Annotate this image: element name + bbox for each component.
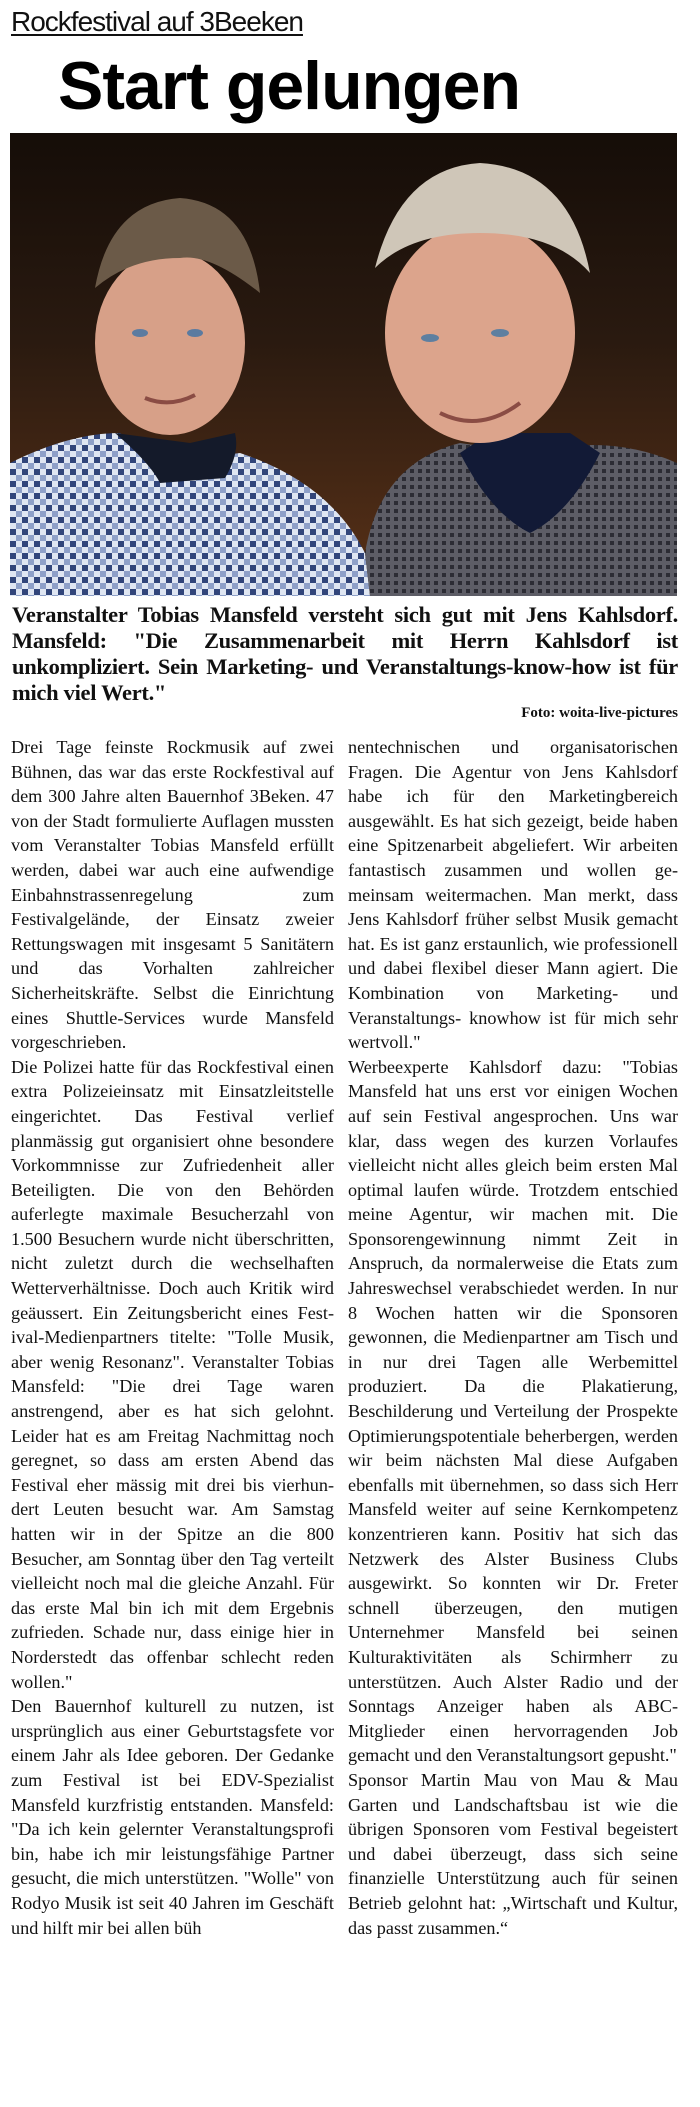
photo-two-men-illustration [10,133,677,596]
article-column-left [11,735,334,1940]
article-headline: Start gelungen [58,48,521,124]
article-paragraph: nentechnischen und organisatorischen Fragen. Die Agentur von Jens Kahlsdorf habe ich für den Marketingbereich ausgewählt. Es hat sich gezeigt, beide haben eine Spitzenarbeit abgeliefert. Wir arbeiten fantastisch zusammen und wollen gemeinsam weitermachen. Man merkt, dass Jens Kahlsdorf früher selbst Musik gemacht hat. Es ist ganz erstaunlich, wie professionell und dabei flexibel dieser Mann agiert. Die Kombination von Marketing- und Veranstaltungs- knowhow ist für mich sehr wertvoll." [348,737,678,1053]
article-column-right [348,735,678,1940]
article-paragraph: Die Polizei hatte für das Rockfestival einen extra Polizeieinsatz mit Einsatzleitstelle eingerichtet. Das Festival verlief planmässig gut organisiert ohne besondere Vorkommnisse zur Zufriedenheit aller Beteiligten. Die von den Behörden auferlegte maximale Besucherzahl von 1.500 Besuchern wurde nicht überschritten, nicht zuletzt durch die wechselhaften Wetterverhältnisse. Doch auch Kritik wird geäussert. Ein Zeitungsbericht eines Festival-Medienpartners titelte: "Tolle Musik, aber wenig Resonanz". Veranstalter Tobias Mansfeld: "Die drei Tage waren anstrengend, aber es hat sich gelohnt. Leider hat es am Freitag Nachmittag noch geregnet, so dass am ersten Abend das Festival eher mässig mit drei bis vierhundert Leuten besucht war. Am Samstag hatten wir in der Spitze an die 800 Besucher, am Sonntag über den Tag verteilt vielleicht noch mal die gleiche Anzahl. Für das erste Mal bin ich mit dem Ergebnis zufrieden. Schade nur, dass einige hier in Norderstedt das offenbar schlecht reden wollen." [11,1056,334,1692]
article-paragraph: Drei Tage feinste Rockmusik auf zwei Bühnen, das war das erste Rockfestival auf dem 300 Jahre alten Bauernhof 3Beken. 47 von der Stadt formulierte Auflagen mussten vom Veranstalter Tobias Mansfeld erfüllt werden, dabei war auch eine aufwendige Einbahnstrassenregelung zum Festivalgelände, der Einsatz zweier Rettungswagen mit insgesamt 5 Sanitätern und das Vorhalten zahlreicher Sicherheitskräfte. Selbst die Einrichtung eines Shuttle-Services wurde Mansfeld vorgeschrieben. [11,737,334,1053]
article-kicker: Rockfestival auf 3Beeken [11,6,303,37]
photo-credit: Foto: woita-live-pictures [521,705,678,721]
article-paragraph: Werbeexperte Kahlsdorf dazu: "Tobias Mansfeld hat uns erst vor einigen Wochen auf sein Festival angesprochen. Uns war klar, dass wegen des kurzen Vorlaufes vielleicht nicht alles gleich beim ersten Mal optimal laufen würde. Trotzdem entschied meine Agentur, wir machen mit. Die Sponsorengewinnung nimmt Zeit in Anspruch, da normalerweise die Etats zum Jahreswechsel verabschiedet werden. In nur 8 Wochen hatten wir die Sponsoren gewonnen, die Medienpartner am Tisch und in nur drei Tagen alle Werbemittel produziert. Da die Plakatierung, Beschilderung und Verteilung der Prospekte Optimierungspotentiale beherbergen, werden wir beim nächsten Mal diese Aufgaben ebenfalls mit übernehmen, so dass sich Herr Mansfeld weiter auf seine Kernkompetenz konzentrieren kann. Positiv hat sich das Netzwerk des Alster Business Clubs ausgewirkt. So konnten wir Dr. Freter schnell überzeugen, den mutigen Unternehmer Mansfeld bei seinen Kulturaktivitäten als Schirmherr zu unterstützen. Auch Alster Radio und der Sonntags Anzeiger haben als ABC-Mitglieder einen hervorragenden Job gemacht und den Veranstaltungsort gepusht." [348,1056,678,1766]
article-photo [10,133,677,596]
article-paragraph: Den Bauernhof kulturell zu nutzen, ist ursprünglich aus einer Geburtstagsfete vor einem Jahr als Idee geboren. Der Gedanke zum Festival ist bei EDV-Spezialist Mansfeld kurzfristig entstanden. Mansfeld: "Da ich kein gelernter Veranstaltungsprofi bin, habe ich mir leistungsfähige Partner gesucht, die mich unterstützen. "Wolle" von Rodyo Musik ist seit 40 Jahren im Geschäft und hilft mir bei allen büh [11,1696,334,1938]
article-paragraph: Sponsor Martin Mau von Mau & Mau Garten und Landschaftsbau ist wie die übrigen Sponsoren vom Festival begeistert und dabei überzeugt, dass sich seine finanzielle Unterstützung auch für seinen Betrieb gelohnt hat: „Wirtschaft und Kultur, das passt zusammen.“ [348,1769,678,1938]
photo-caption: Veranstalter Tobias Mansfeld versteht sich gut mit Jens Kahlsdorf. Mansfeld: "Die Zusammenarbeit mit Herrn Kahlsdorf ist unkompliziert. Sein Marketing- und Veranstaltungs-know-how ist für mich viel Wert." [12,602,678,705]
